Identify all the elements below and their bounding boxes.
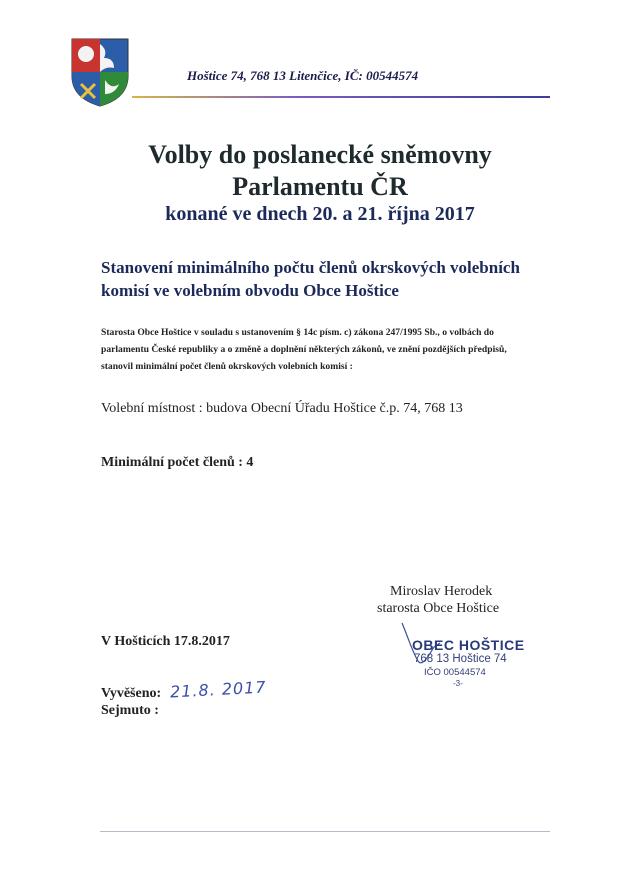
page-title-dates: konané ve dnech 20. a 21. října 2017 — [165, 203, 475, 225]
stamp-line4: -3- — [453, 679, 463, 688]
footer-divider — [100, 831, 550, 832]
polling-room: Volební místnost : budova Obecní Úřadu Hoštice č.p. 74, 768 13 — [101, 401, 463, 416]
date-place: V Hošticích 17.8.2017 — [101, 634, 230, 649]
header-divider — [132, 96, 550, 98]
stamp-line1: OBEC HOŠTICE — [412, 637, 525, 653]
min-members: Minimální počet členů : 4 — [101, 455, 254, 470]
page-title-line1: Volby do poslanecké sněmovny — [148, 140, 492, 169]
removed-label: Sejmuto : — [101, 703, 159, 718]
page-title-line2: Parlamentu ČR — [232, 172, 408, 201]
stamp-line3: IČO 00544574 — [424, 667, 486, 678]
header-address: Hoštice 74, 768 13 Litenčice, IČ: 00544574 — [187, 68, 419, 83]
posted-label: Vyvěšeno: — [101, 686, 162, 701]
legal-paragraph: Starosta Obce Hoštice v souladu s ustanovením § 14c písm. c) zákona 247/1995 Sb., o volbách do parlamentu České republiky a o změně a doplnění některých zákonů, ve znění pozdějších předpisů, stanovil minimální počet členů okrskových volebních komisí : — [101, 327, 507, 372]
document-subtitle: Stanovení minimálního počtu členů okrskových volebních komisí ve volebním obvodu Obce Hoštice — [101, 258, 520, 300]
coat-of-arms-icon — [69, 36, 131, 108]
posted-date-handwritten: 21.8. 2017 — [169, 677, 267, 702]
signatory-name: Miroslav Herodek — [390, 584, 493, 599]
stamp-line2: 768 13 Hoštice 74 — [414, 653, 507, 665]
official-stamp — [400, 617, 530, 692]
signatory-role: starosta Obce Hoštice — [377, 601, 500, 616]
